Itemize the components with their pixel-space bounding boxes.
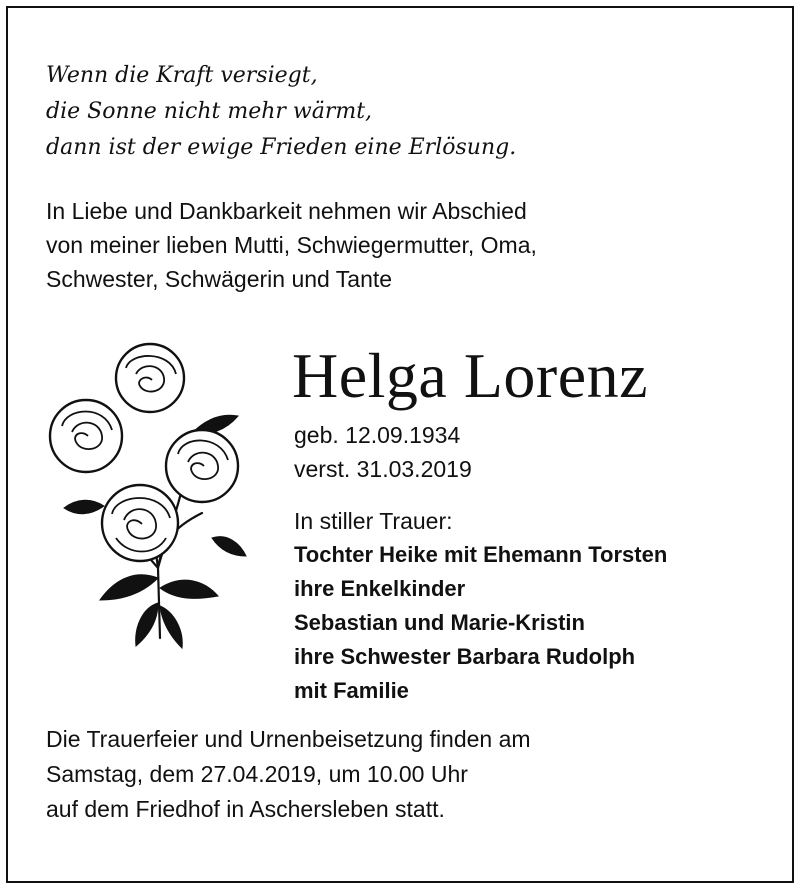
mourners-label: In stiller Trauer: xyxy=(294,508,453,534)
mourner-line: ihre Schwester Barbara Rudolph xyxy=(294,644,636,669)
funeral-line: auf dem Friedhof in Aschersleben statt. xyxy=(46,796,445,822)
farewell-line: Schwester, Schwägerin und Tante xyxy=(46,266,393,292)
mourners-list xyxy=(294,538,667,708)
funeral-info xyxy=(46,722,531,827)
mourner-line: mit Familie xyxy=(294,678,409,703)
mourner-line: ihre Enkelkinder xyxy=(294,576,466,601)
mourner-line: Sebastian und Marie-Kristin xyxy=(294,610,585,635)
motto-verse xyxy=(46,58,516,166)
farewell-line: von meiner lieben Mutti, Schwiegermutter, Oma, xyxy=(46,232,537,258)
funeral-line: Die Trauerfeier und Urnenbeisetzung finden am xyxy=(46,726,531,752)
mourner-line: Tochter Heike mit Ehemann Torsten xyxy=(294,542,668,567)
life-dates xyxy=(294,418,472,486)
motto-line: dann ist der ewige Frieden eine Erlösung. xyxy=(46,135,517,160)
farewell-text xyxy=(46,194,537,296)
deceased-name: Helga Lorenz xyxy=(292,340,649,411)
farewell-line: In Liebe und Dankbarkeit nehmen wir Abschied xyxy=(46,198,527,224)
motto-line: Wenn die Kraft versiegt, xyxy=(46,63,318,88)
funeral-line: Samstag, dem 27.04.2019, um 10.00 Uhr xyxy=(46,761,468,787)
death-date: verst. 31.03.2019 xyxy=(294,456,472,482)
obituary-notice xyxy=(6,6,794,883)
motto-line: die Sonne nicht mehr wärmt, xyxy=(46,99,373,124)
roses-bouquet-icon xyxy=(42,338,252,658)
birth-date: geb. 12.09.1934 xyxy=(294,422,461,448)
